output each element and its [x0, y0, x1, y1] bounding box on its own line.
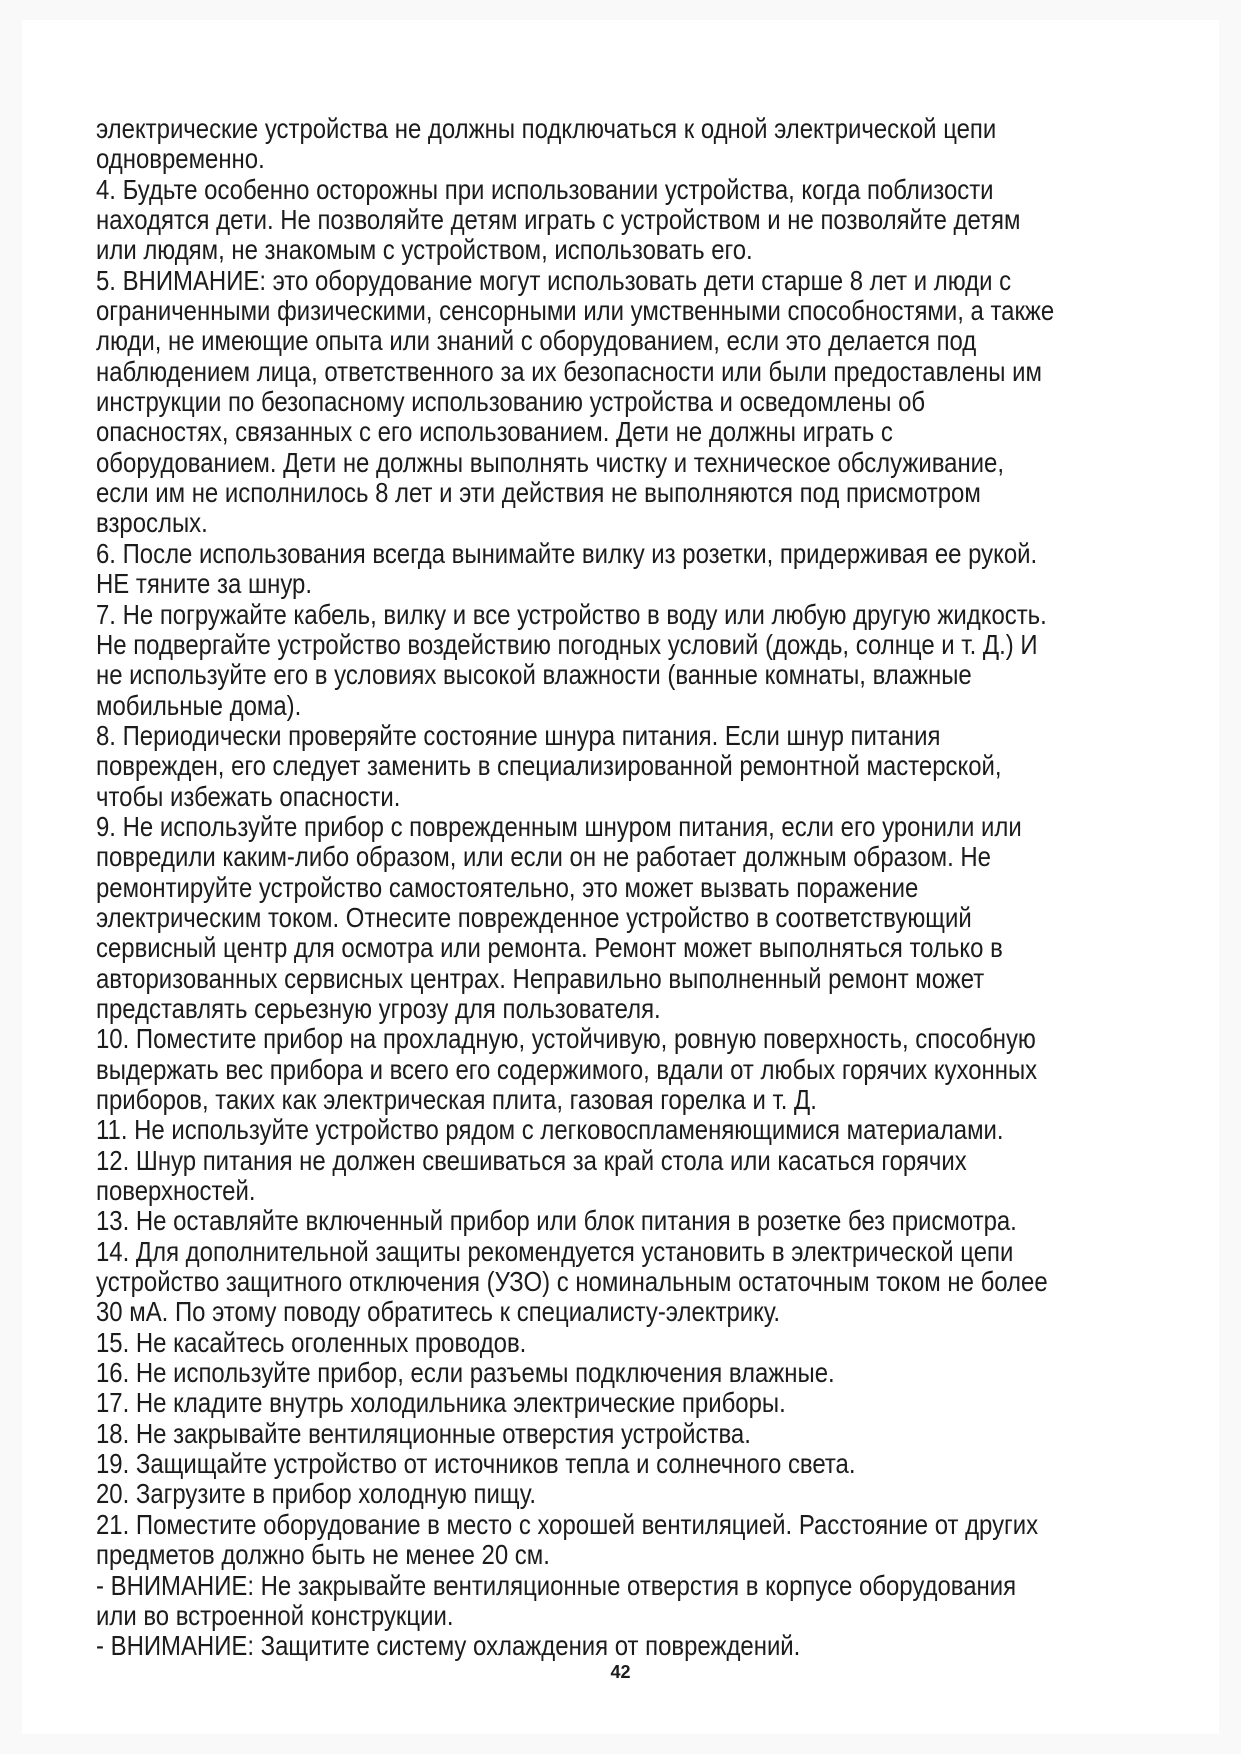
- paragraph-item-18: 18. Не закрывайте вентиляционные отверстия устройства.: [96, 1417, 751, 1449]
- warning-ventilation: - ВНИМАНИЕ: Не закрывайте вентиляционные отверстия в корпусе оборудования или во встроенной конструкции.: [96, 1569, 1017, 1631]
- paragraph-item-21: 21. Поместите оборудование в место с хорошей вентиляцией. Расстояние от других предметов должно быть не менее 20 см.: [96, 1508, 1039, 1571]
- paragraph-item-20: 20. Загрузите в прибор холодную пищу.: [96, 1478, 537, 1510]
- paragraph-item-4: 4. Будьте особенно осторожны при использовании устройства, когда поблизости находятся дети. Не позволяйте детям играть с устройством и не позволяйте детям или людям, не знакомым с устройством, использовать его.: [96, 173, 1021, 266]
- paragraph-item-7: 7. Не погружайте кабель, вилку и все устройство в воду или любую другую жидкость. Не подвергайте устройство воздействию погодных условий (дождь, солнце и т. Д.) И не используйте его в условиях высокой влажности (ванные комнаты, влажные мобильные дома).: [96, 598, 1047, 721]
- paragraph-continuation: электрические устройства не должны подключаться к одной электрической цепи одновременно.: [96, 113, 997, 175]
- paragraph-item-14: 14. Для дополнительной защиты рекомендуется установить в электрической цепи устройство защитного отключения (УЗО) с номинальным остаточным током не более 30 мА. По этому поводу обратитесь к специалисту-электрику.: [96, 1235, 1048, 1328]
- warning-cooling-system: - ВНИМАНИЕ: Защитите систему охлаждения от повреждений.: [96, 1630, 801, 1662]
- paragraph-item-17: 17. Не кладите внутрь холодильника электрические приборы.: [96, 1387, 786, 1419]
- paragraph-item-11: 11. Не используйте устройство рядом с легковоспламеняющимися материалами.: [96, 1114, 1004, 1146]
- paragraph-item-10: 10. Поместите прибор на прохладную, устойчивую, ровную поверхность, способную выдержать вес прибора и всего его содержимого, вдали от любых горячих кухонных приборов, таких как электрическая плита, газовая горелка и т. Д.: [96, 1023, 1038, 1115]
- paragraph-item-16: 16. Не используйте прибор, если разъемы подключения влажные.: [96, 1357, 835, 1389]
- paragraph-item-15: 15. Не касайтесь оголенных проводов.: [96, 1326, 527, 1358]
- paragraph-item-5: 5. ВНИМАНИЕ: это оборудование могут использовать дети старше 8 лет и люди с ограниченными физическими, сенсорными или умственными способностями, а также люди, не имеющие опыта или знаний с оборудованием, если это делается под наблюдением лица, ответственного за их безопасности или были предоставлены им инструкции по безопасному использованию устройства и осведомлены об опасностях, связанных с его использованием. Дети не должны играть с оборудованием. Дети не должны выполнять чистку и техническое обслуживание, если им не исполнилось 8 лет и эти действия не выполняются под присмотром взрослых.: [96, 264, 1055, 539]
- page-number: 42: [610, 1662, 631, 1682]
- paragraph-item-6: 6. После использования всегда вынимайте вилку из розетки, придерживая ее рукой. НЕ тяните за шнур.: [96, 537, 1038, 600]
- paragraph-item-19: 19. Защищайте устройство от источников тепла и солнечного света.: [96, 1448, 856, 1480]
- paragraph-item-12: 12. Шнур питания не должен свешиваться за край стола или касаться горячих поверхностей.: [96, 1144, 967, 1207]
- document-page: [22, 20, 1219, 1734]
- paragraph-item-13: 13. Не оставляйте включенный прибор или блок питания в розетке без присмотра.: [96, 1205, 1017, 1237]
- paragraph-item-8: 8. Периодически проверяйте состояние шнура питания. Если шнур питания поврежден, его следует заменить в специализированной ремонтной мастерской, чтобы избежать опасности.: [96, 719, 1002, 812]
- paragraph-item-9: 9. Не используйте прибор с поврежденным шнуром питания, если его уронили или повредили каким-либо образом, или если он не работает должным образом. Не ремонтируйте устройство самостоятельно, это может вызвать поражение электрическим током. Отнесите поврежденное устройство в соответствующий сервисный центр для осмотра или ремонта. Ремонт может выполняться только в авторизованных сервисных центрах. Неправильно выполненный ремонт может представлять серьезную угрозу для пользователя.: [96, 810, 1022, 1024]
- document-body: [96, 114, 1062, 1662]
